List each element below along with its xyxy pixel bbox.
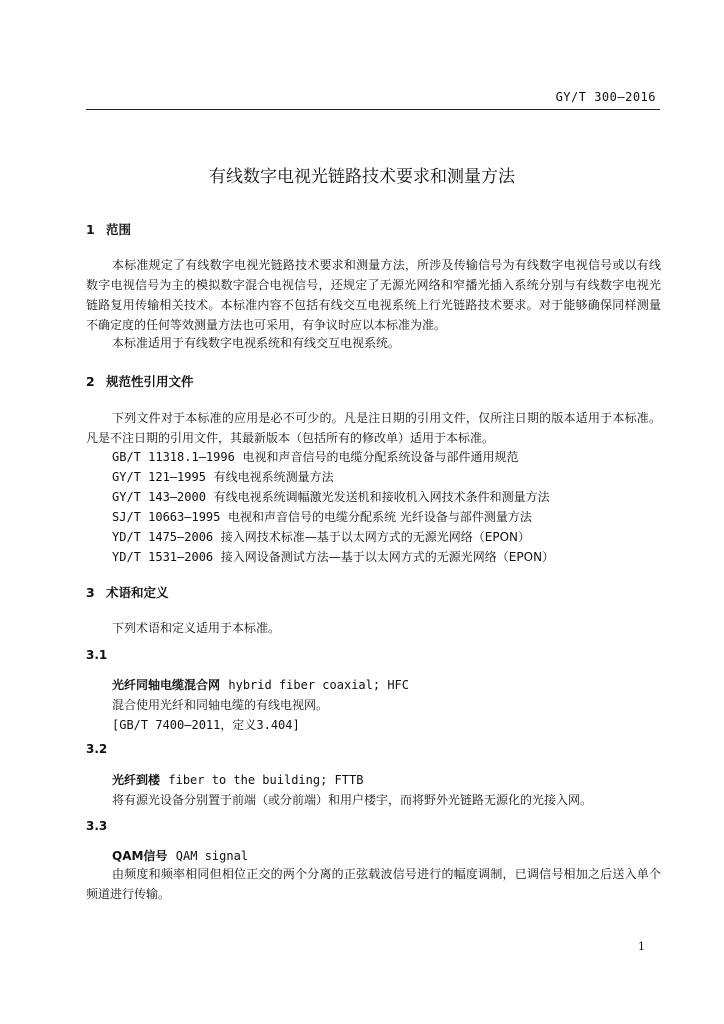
reference-code: YD/T 1475—2006 — [112, 530, 214, 544]
reference-code: YD/T 1531—2006 — [112, 550, 214, 564]
section-1-title: 范围 — [106, 222, 132, 237]
term-en: QAM signal — [175, 849, 249, 863]
reference-item — [112, 528, 530, 545]
section-3-intro: 下列术语和定义适用于本标准。 — [112, 621, 281, 635]
standard-code-header: GY/T 300—2016 — [555, 90, 656, 104]
section-1-paragraph-2: 本标准适用于有线数字电视系统和有线交互电视系统。 — [112, 336, 401, 350]
term-number: 3.2 — [86, 742, 108, 756]
section-1-paragraph-1: 本标准规定了有线数字电视光链路技术要求和测量方法，所涉及传输信号为有线数字电视信号或以有线数字电视信号为主的模拟数字混合电视信号，还规定了无源光网络和窄播光插入系统分别与有线数字电视光链路复用传输相关技术。本标准内容不包括有线交互电视系统上行光链路技术要求。对于能够确保同样测量不确定度的任何等效测量方法也可采用，有争议时应以本标准为准。 — [86, 258, 661, 332]
reference-title: 电视和声音信号的电缆分配系统设备与部件通用规范 — [242, 450, 519, 464]
term-en: fiber to the building; FTTB — [168, 773, 364, 787]
term-heading — [112, 847, 248, 864]
term-zh: 光纤到楼 — [112, 773, 161, 787]
term-heading — [112, 676, 409, 693]
term-definition: 混合使用光纤和同轴电缆的有线电视网。 — [112, 698, 329, 712]
section-3-number: 3 — [86, 585, 95, 600]
term-number: 3.3 — [86, 819, 108, 833]
section-1-heading — [86, 220, 131, 238]
section-2-heading — [86, 372, 194, 390]
reference-title: 接入网技术标准—基于以太网方式的无源光网络（EPON） — [220, 530, 531, 544]
reference-item — [112, 448, 518, 465]
term-definition: 由频度和频率相同但相位正交的两个分离的正弦载波信号进行的幅度调制，已调信号相加之后送入单个频道进行传输。 — [86, 867, 661, 901]
reference-item — [112, 508, 532, 525]
reference-item — [112, 548, 554, 565]
section-1-number: 1 — [86, 222, 95, 237]
term-zh: 光纤同轴电缆混合网 — [112, 678, 221, 692]
page-number: 1 — [638, 940, 645, 953]
reference-title: 有线电视系统调幅激光发送机和接收机入网技术条件和测量方法 — [213, 490, 550, 504]
reference-code: GY/T 121—1995 — [112, 470, 206, 484]
term-number: 3.1 — [86, 648, 108, 662]
reference-code: SJ/T 10663—1995 — [112, 510, 221, 524]
section-2-intro: 下列文件对于本标准的应用是必不可少的。凡是注日期的引用文件，仅所注日期的版本适用于本标准。凡是不注日期的引用文件，其最新版本（包括所有的修改单）适用于本标准。 — [86, 411, 661, 445]
reference-title: 有线电视系统测量方法 — [213, 470, 334, 484]
reference-item — [112, 468, 334, 485]
term-en: hybrid fiber coaxial; HFC — [228, 678, 409, 692]
term-heading — [112, 771, 363, 788]
document-title: 有线数字电视光链路技术要求和测量方法 — [209, 167, 515, 187]
reference-code: GY/T 143—2000 — [112, 490, 206, 504]
term-source: [GB/T 7400—2011，定义3.404] — [112, 718, 300, 732]
section-2-title: 规范性引用文件 — [106, 374, 194, 389]
section-3-heading — [86, 583, 169, 601]
reference-title: 接入网设备测试方法—基于以太网方式的无源光网络（EPON） — [220, 550, 555, 564]
header-rule — [86, 109, 660, 110]
term-definition: 将有源光设备分别置于前端（或分前端）和用户楼宇，而将野外光链路无源化的光接入网。 — [112, 793, 593, 807]
section-2-number: 2 — [86, 374, 95, 389]
reference-code: GB/T 11318.1—1996 — [112, 450, 235, 464]
section-3-title: 术语和定义 — [106, 585, 169, 600]
reference-item — [112, 488, 550, 505]
term-zh: QAM信号 — [112, 849, 168, 863]
reference-title: 电视和声音信号的电缆分配系统 光纤设备与部件测量方法 — [228, 510, 532, 524]
